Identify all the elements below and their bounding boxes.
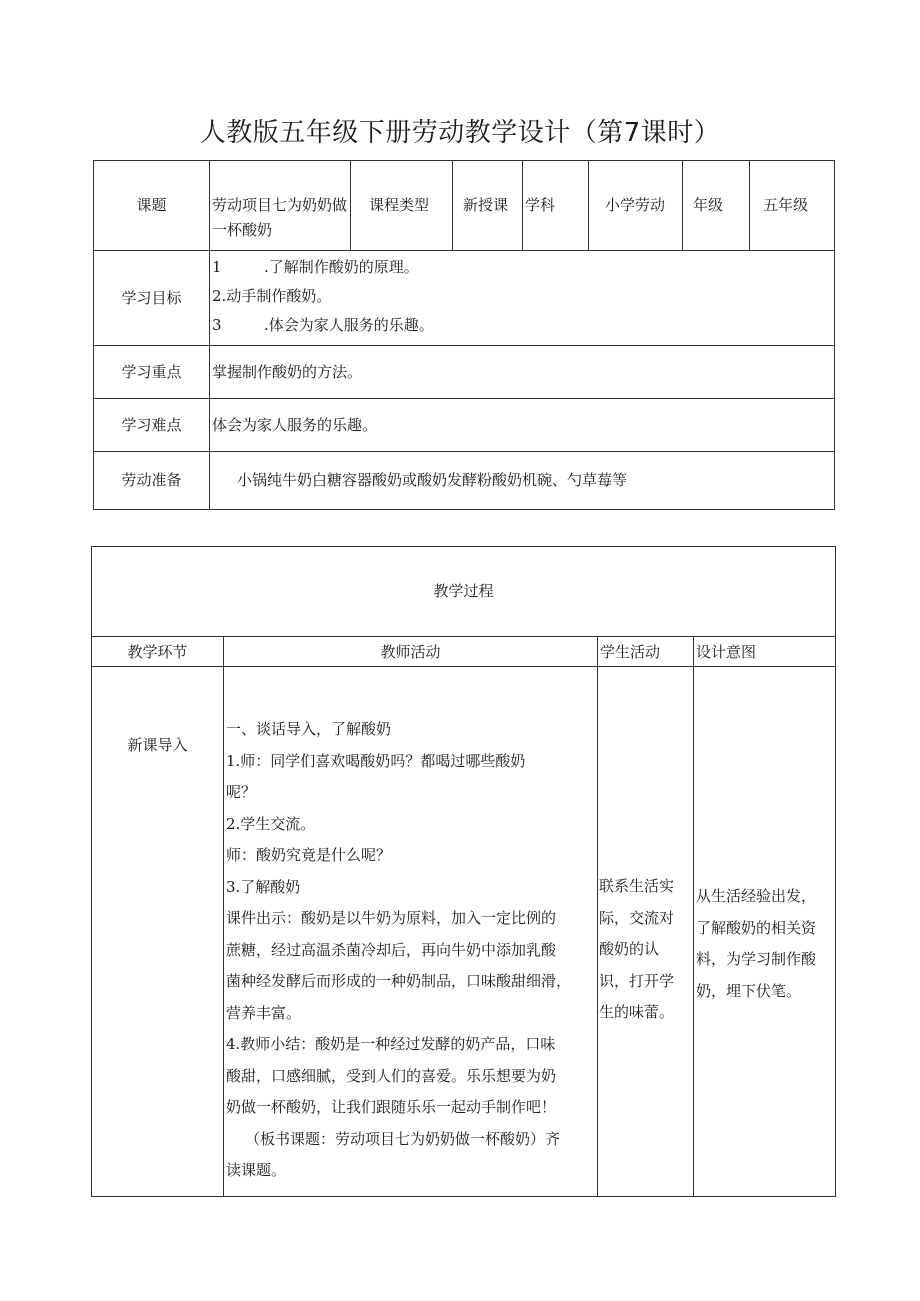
intent-line: 料，为学习制作酸: [696, 950, 817, 968]
course-info-table: [93, 160, 835, 510]
grade-label: 年级: [683, 161, 750, 251]
teacher-activity-cell: [224, 667, 598, 1197]
student-line: 识，打开学: [599, 971, 675, 990]
header-student-activity: 学生活动: [598, 637, 694, 667]
teacher-line: 课件出示：酸奶是以牛奶为原料，加入一定比例的: [226, 909, 557, 927]
intent-line: 奶，埋下伏笔。: [696, 981, 802, 1000]
goal-item: 2.动手制作酸奶。: [212, 287, 332, 305]
teacher-line: 奶做一杯酸奶，让我们跟随乐乐一起动手制作吧！: [226, 1098, 557, 1116]
difficulty-value: 体会为家人服务的乐趣。: [210, 399, 835, 452]
topic-row: [94, 161, 835, 251]
prep-label: 劳动准备: [94, 452, 210, 510]
process-row: [92, 667, 836, 1197]
intent-line: 从生活经验出发，: [696, 887, 817, 905]
teacher-line: 2.学生交流。: [226, 814, 316, 833]
teacher-line: 呢？: [226, 783, 257, 801]
goal-item: 1 .了解制作酸奶的原理。: [212, 258, 419, 276]
header-design-intent: 设计意图: [694, 637, 836, 667]
process-header-row: [92, 637, 836, 667]
student-line: 际，交流对: [599, 908, 675, 927]
intent-line: 了解酸奶的相关资: [696, 918, 817, 937]
teacher-line: 营养丰富。: [226, 1003, 302, 1022]
teacher-line: 1.师：同学们喜欢喝酸奶吗？都喝过哪些酸奶: [226, 751, 526, 770]
teacher-line: 一、谈话导入，了解酸奶: [226, 720, 392, 738]
student-activity-cell: [598, 667, 694, 1197]
process-heading: 教学过程: [92, 547, 836, 637]
header-teacher-activity: 教师活动: [224, 637, 598, 667]
student-line: 酸奶的认: [599, 940, 660, 958]
prep-value: 小锅纯牛奶白糖容器酸奶或酸奶发酵粉酸奶机碗、勺草莓等: [210, 452, 835, 510]
student-line: 联系生活实: [599, 877, 675, 895]
document-title: 人教版五年级下册劳动教学设计（第7课时）: [199, 118, 721, 148]
student-line: 生的味蕾。: [599, 1003, 675, 1021]
difficulty-row: [94, 399, 835, 452]
topic-value: 劳动项目七为奶奶做一杯酸奶: [210, 161, 351, 251]
course-type-label: 课程类型: [351, 161, 453, 251]
subject-value: 小学劳动: [589, 161, 683, 251]
focus-value: 掌握制作酸奶的方法。: [210, 346, 835, 399]
grade-value: 五年级: [750, 161, 835, 251]
goals-label: 学习目标: [94, 251, 210, 346]
teacher-line: 3.了解酸奶: [226, 877, 301, 896]
stage-cell: 新课导入: [92, 667, 224, 1197]
teacher-line: 师：酸奶究竟是什么呢？: [226, 846, 392, 864]
teaching-process-table: [91, 546, 836, 1197]
goals-list: [210, 251, 835, 346]
teacher-line: 4.教师小结：酸奶是一种经过发酵的奶产品，口味: [226, 1035, 556, 1053]
teacher-line: 酸甜，口感细腻，受到人们的喜爱。乐乐想要为奶: [226, 1066, 557, 1085]
goals-row: [94, 251, 835, 346]
teacher-line: （板书课题：劳动项目七为奶奶做一杯酸奶）齐: [245, 1129, 561, 1148]
header-stage: 教学环节: [92, 637, 224, 667]
course-type-value: 新授课: [453, 161, 523, 251]
design-intent-cell: [694, 667, 836, 1197]
prep-row: [94, 452, 835, 510]
focus-label: 学习重点: [94, 346, 210, 399]
teacher-line: 读课题。: [226, 1161, 287, 1179]
teacher-line: 菌种经发酵后而形成的一种奶制品，口味酸甜细滑，: [226, 972, 572, 990]
topic-label: 课题: [94, 161, 210, 251]
goal-item: 3 .体会为家人服务的乐趣。: [212, 316, 434, 334]
focus-row: [94, 346, 835, 399]
teacher-line: 蔗糖，经过高温杀菌冷却后，再向牛奶中添加乳酸: [226, 940, 557, 959]
difficulty-label: 学习难点: [94, 399, 210, 452]
subject-label: 学科: [523, 161, 589, 251]
